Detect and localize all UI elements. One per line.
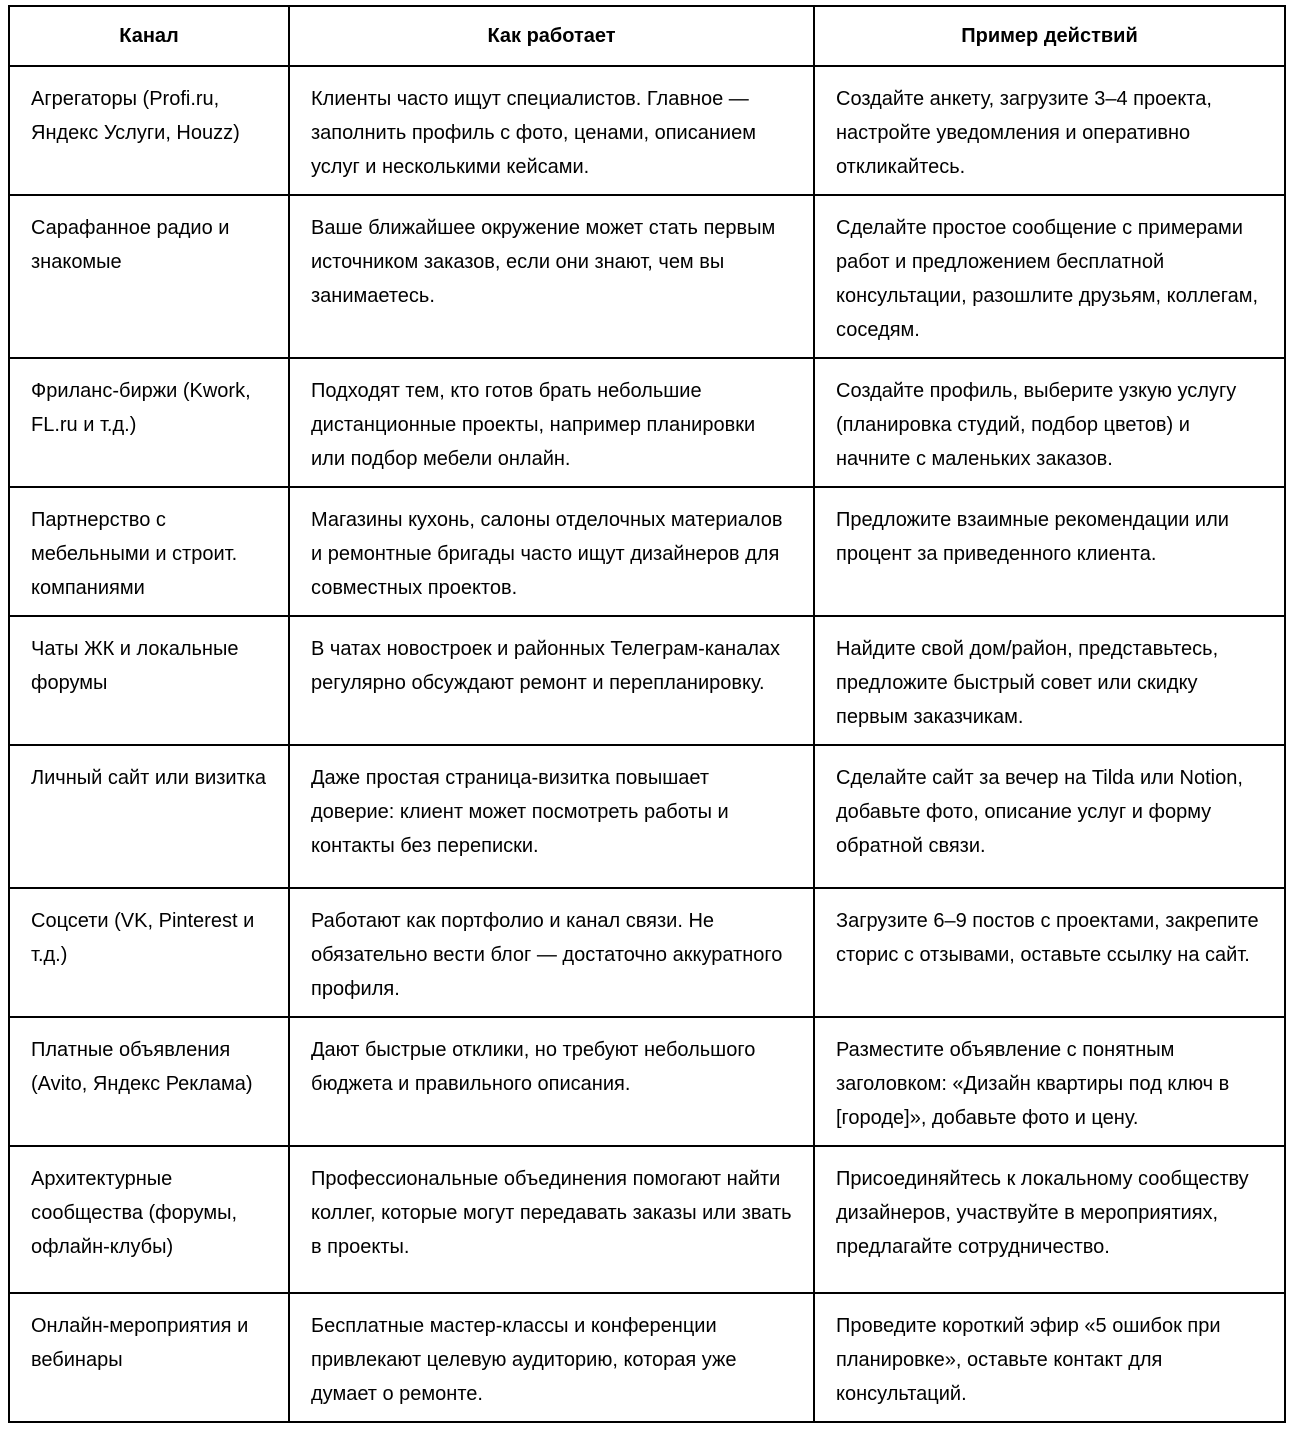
- table-row: [9, 1146, 1285, 1293]
- cell-how: Профессиональные объединения помогают найти коллег, которые могут передавать заказы или звать в проекты.: [289, 1146, 814, 1293]
- cell-channel: Платные объявления (Avito, Яндекс Реклама): [9, 1017, 289, 1146]
- table-row: [9, 1017, 1285, 1146]
- cell-example: Создайте профиль, выберите узкую услугу (планировка студий, подбор цветов) и начните с маленьких заказов.: [814, 358, 1285, 487]
- cell-how: Дают быстрые отклики, но требуют небольшого бюджета и правильного описания.: [289, 1017, 814, 1146]
- table-row: [9, 487, 1285, 616]
- cell-example: Проведите короткий эфир «5 ошибок при планировке», оставьте контакт для консультаций.: [814, 1293, 1285, 1422]
- cell-how: Клиенты часто ищут специалистов. Главное — заполнить профиль с фото, ценами, описанием услуг и несколькими кейсами.: [289, 66, 814, 195]
- cell-how: Подходят тем, кто готов брать небольшие дистанционные проекты, например планировки или подбор мебели онлайн.: [289, 358, 814, 487]
- cell-example: Загрузите 6–9 постов с проектами, закрепите сторис с отзывами, оставьте ссылку на сайт.: [814, 888, 1285, 1017]
- cell-example: Сделайте сайт за вечер на Tilda или Notion, добавьте фото, описание услуг и форму обратной связи.: [814, 745, 1285, 888]
- cell-channel: Сарафанное радио и знакомые: [9, 195, 289, 358]
- cell-channel: Агрегаторы (Profi.ru, Яндекс Услуги, Houzz): [9, 66, 289, 195]
- cell-channel: Онлайн-мероприятия и вебинары: [9, 1293, 289, 1422]
- cell-channel: Чаты ЖК и локальные форумы: [9, 616, 289, 745]
- cell-example: Предложите взаимные рекомендации или процент за приведенного клиента.: [814, 487, 1285, 616]
- cell-how: В чатах новостроек и районных Телеграм-каналах регулярно обсуждают ремонт и перепланировку.: [289, 616, 814, 745]
- column-header-channel: Канал: [9, 6, 289, 66]
- cell-how: Магазины кухонь, салоны отделочных материалов и ремонтные бригады часто ищут дизайнеров для совместных проектов.: [289, 487, 814, 616]
- cell-channel: Партнерство с мебельными и строит. компаниями: [9, 487, 289, 616]
- cell-how: Даже простая страница-визитка повышает доверие: клиент может посмотреть работы и контакты без переписки.: [289, 745, 814, 888]
- table-row: [9, 358, 1285, 487]
- table-row: [9, 888, 1285, 1017]
- cell-channel: Фриланс-биржи (Kwork, FL.ru и т.д.): [9, 358, 289, 487]
- cell-example: Присоединяйтесь к локальному сообществу дизайнеров, участвуйте в мероприятиях, предлагайте сотрудничество.: [814, 1146, 1285, 1293]
- cell-channel: Соцсети (VK, Pinterest и т.д.): [9, 888, 289, 1017]
- header-row: [9, 6, 1285, 66]
- table-row: [9, 616, 1285, 745]
- cell-how: Ваше ближайшее окружение может стать первым источником заказов, если они знают, чем вы занимаетесь.: [289, 195, 814, 358]
- cell-example: Создайте анкету, загрузите 3–4 проекта, настройте уведомления и оперативно откликайтесь.: [814, 66, 1285, 195]
- table-row: [9, 66, 1285, 195]
- cell-example: Найдите свой дом/район, представьтесь, предложите быстрый совет или скидку первым заказчикам.: [814, 616, 1285, 745]
- column-header-example-actions: Пример действий: [814, 6, 1285, 66]
- column-header-how-it-works: Как работает: [289, 6, 814, 66]
- cell-example: Разместите объявление с понятным заголовком: «Дизайн квартиры под ключ в [городе]», добавьте фото и цену.: [814, 1017, 1285, 1146]
- client-channels-table: [8, 5, 1286, 1423]
- cell-channel: Личный сайт или визитка: [9, 745, 289, 888]
- cell-how: Бесплатные мастер-классы и конференции привлекают целевую аудиторию, которая уже думает о ремонте.: [289, 1293, 814, 1422]
- table-row: [9, 745, 1285, 888]
- cell-channel: Архитектурные сообщества (форумы, офлайн-клубы): [9, 1146, 289, 1293]
- table-row: [9, 195, 1285, 358]
- cell-how: Работают как портфолио и канал связи. Не обязательно вести блог — достаточно аккуратного профиля.: [289, 888, 814, 1017]
- cell-example: Сделайте простое сообщение с примерами работ и предложением бесплатной консультации, разошлите друзьям, коллегам, соседям.: [814, 195, 1285, 358]
- table-row: [9, 1293, 1285, 1422]
